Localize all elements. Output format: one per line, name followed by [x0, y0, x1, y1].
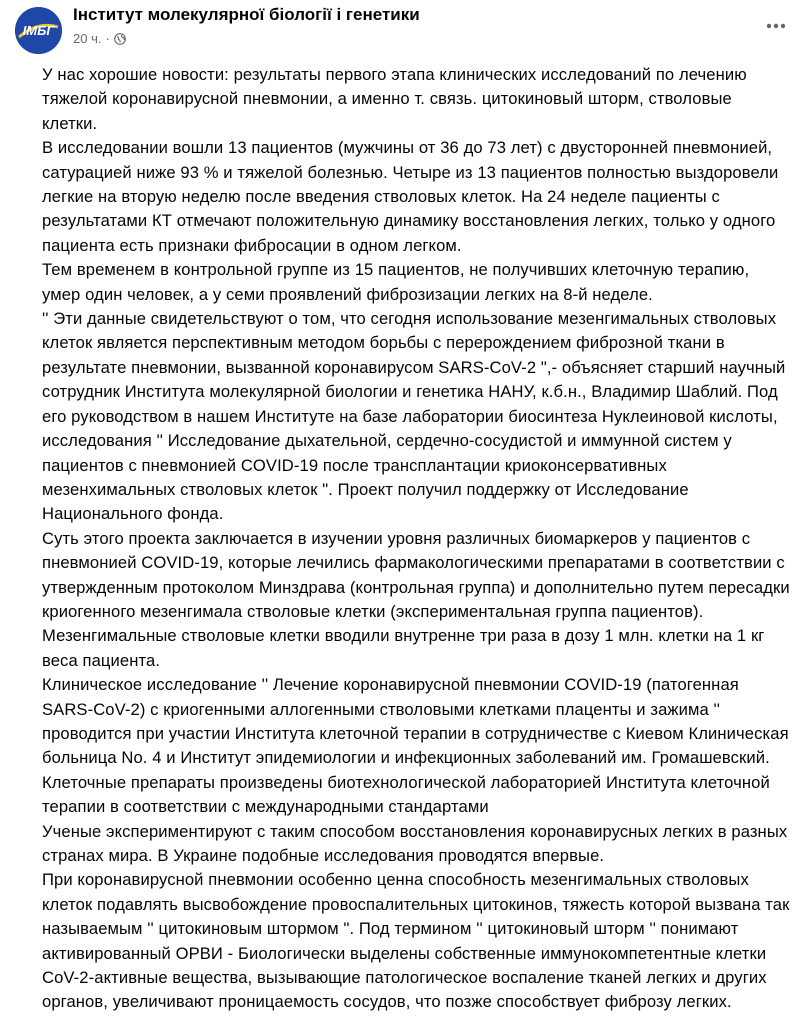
- post-body: [42, 63, 790, 1015]
- more-horizontal-icon: [766, 23, 786, 29]
- post-paragraph: '' Эти данные свидетельствуют о том, что сегодня использование мезенгимальных стволовых клеток является перспективным методом борьбы с перерождением фиброзной ткани в результате пневмонии, вызванной коронавирусом SARS-CoV-2 ",- объясняет старший научный сотрудник Института молекулярной биологии и генетика НАНУ, к.б.н., Владимир Шаблий. Под его руководством в нашем Институте на базе лаборатории биосинтеза Нуклеиновой кислоты, исследования '' Исследование дыхательной, сердечно-сосудистой и иммунной систем у пациентов с пневмонией COVID-19 после трансплантации криоконсервативных мезенхимальных стволовых клеток ". Проект получил поддержку от Исследование Национального фонда.: [42, 309, 786, 524]
- post-paragraph: В исследовании вошли 13 пациентов (мужчины от 36 до 73 лет) с двусторонней пневмонией, сатурацией ниже 93 % и тяжелой болезнью. Четыре из 13 пациентов полностью выздоровели легкие на вторую неделю после введения стволовых клеток. На 24 неделе пациенты с результатами КТ отмечают положительную динамику восстановления легких, только у одного пациента есть признаки фибросации в одном легком.: [42, 138, 779, 255]
- meta-separator: ·: [105, 31, 110, 46]
- post-header: [0, 0, 800, 60]
- globe-icon[interactable]: [114, 33, 126, 45]
- post-timestamp[interactable]: 20 ч.: [73, 31, 102, 46]
- post-paragraph: Ученые экспериментируют с таким способом восстановления коронавирусных легких в разных странах мира. В Украине подобные исследования проводятся впервые.: [42, 821, 788, 865]
- post-meta: [73, 31, 126, 46]
- more-options-button[interactable]: [758, 8, 794, 44]
- page-name-link[interactable]: Інститут молекулярної біології і генетики: [73, 5, 420, 24]
- post-paragraph: Суть этого проекта заключается в изучении уровня различных биомаркеров у пациентов с пневмонией COVID-19, которые лечились фармакологическими препаратами в соответствии с утвержденным протоколом Минздрава (контрольная группа) и дополнительно путем пересадки криогенного мезенгимала стволовые клетки (экспериментальная группа пациентов). Мезенгимальные стволовые клетки вводили внутренне три раза в дозу 1 млн. клетки на 1 кг веса пациента.: [42, 528, 790, 670]
- page-avatar[interactable]: [15, 7, 62, 54]
- post-paragraph: Клиническое исследование '' Лечение коронавирусной пневмонии COVID-19 (патогенная SARS-CoV-2) с криогенными аллогенными стволовыми клетками плаценты и зажима '' проводится при участии Института клеточной терапии в сотрудничестве с Киевом Клиническая больница No. 4 и Институт эпидемиологии и инфекционных заболеваний им. Громашевский. Клеточные препараты произведены биотехнологической лабораторией Института клеточной терапии в соответствии с международными стандартами: [42, 675, 789, 817]
- institute-logo-icon: [15, 7, 62, 54]
- post-paragraph: У нас хорошие новости: результаты первого этапа клинических исследований по лечению тяжелой коронавирусной пневмонии, а именно т. связь. цитокиновый шторм, стволовые клетки.: [42, 65, 747, 133]
- post-paragraph: При коронавирусной пневмонии особенно ценна способность мезенгимальных стволовых клеток подавлять высвобождение провоспалительных цитокинов, тяжесть которой вызвана так называемым '' цитокиновым штормом ". Под термином '' цитокиновый шторм '' понимают активированный ОРВИ - Биологически выделены собственные иммунокомпетентные клетки CoV-2-активные вещества, вызывающие патологическое воспаление тканей легких и других органов, увеличивают проницаемость сосудов, что позже способствует фиброзу легких.: [42, 870, 790, 1012]
- avatar-logo-text: ІМБГ: [22, 23, 55, 38]
- post-paragraph: Тем временем в контрольной группе из 15 пациентов, не получивших клеточную терапию, умер один человек, а у семи проявлений фиброзизации легких на 8-й неделе.: [42, 260, 750, 304]
